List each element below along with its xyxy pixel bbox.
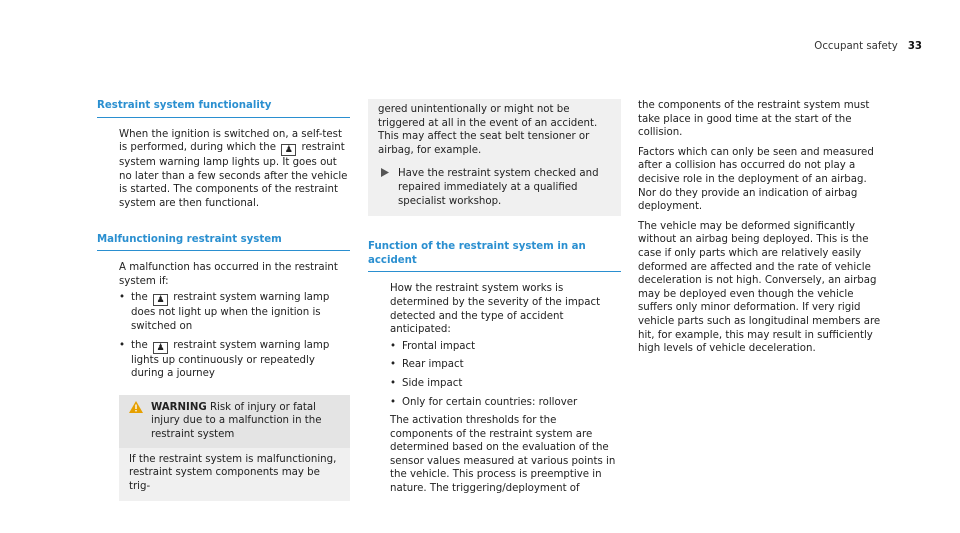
text-fragment: restraint system warning lamp lights up continuously or repeatedly during a journey — [131, 339, 330, 380]
action-step — [378, 167, 611, 208]
step-text: Have the restraint system checked and repaired immediately at a qualified specialist workshop. — [398, 168, 599, 207]
accident-intro: How the restraint system works is determined by the severity of the impact detected and the type of accident anticipated: — [390, 283, 601, 336]
accident-block — [368, 282, 621, 495]
text-fragment: When the ignition is switched on, a self-test is performed, during which the — [119, 128, 342, 154]
malfunction-list — [119, 291, 350, 380]
warning-continuation-text: gered unintentionally or might not be triggered at all in the event of an accident. This may affect the seat belt tensioner or airbag, for example. — [378, 104, 598, 156]
header-title: Occupant safety — [814, 41, 898, 52]
column-2 — [368, 99, 621, 496]
impact-list — [390, 340, 621, 409]
page-number: 33 — [907, 41, 922, 52]
paragraph: Factors which can only be seen and measured after a collision has occurred do not play a decisive role in the deployment of an airbag. Nor do they provide an indication of airbag deployment. — [638, 146, 874, 213]
paragraph: The vehicle may be deformed significantly without an airbag being deployed. This is the case if only parts which are relatively easily deformed are affected and the rate of vehicle deceleration is not high. Conversely, an airbag may be deployed even though the vehicle suffers only minor deformation. If very rigid vehicle parts such as longitudinal members are hit, for example, this may result in sufficiently high levels of vehicle deceleration. — [638, 220, 881, 355]
restraint-warning-lamp-icon: ♟ — [153, 342, 168, 354]
step-arrow-icon — [381, 168, 389, 182]
text-fragment: the — [131, 339, 148, 351]
warning-label: WARNING — [151, 401, 207, 413]
section-title-functionality: Restraint system functionality — [97, 99, 350, 118]
text-fragment: restraint system warning lamp does not light up when the ignition is switched on — [131, 292, 330, 332]
list-item — [119, 339, 350, 381]
warning-body: If the restraint system is malfunctioning, restraint system components may be trig- — [129, 453, 337, 492]
text-fragment: the — [131, 292, 148, 304]
column-1 — [97, 99, 350, 501]
warning-title: Risk of injury or fatal injury due to a malfunction in the restraint system — [151, 401, 322, 440]
malfunction-intro: A malfunction has occurred in the restraint system if: — [119, 262, 338, 287]
paragraph: the components of the restraint system must take place in good time at the start of the collision. — [638, 100, 870, 139]
section-title-accident-function: Function of the restraint system in an accident — [368, 240, 621, 272]
warning-continuation — [368, 99, 621, 216]
restraint-warning-lamp-icon: ♟ — [281, 144, 296, 156]
section-title-malfunctioning: Malfunctioning restraint system — [97, 233, 350, 252]
warning-header — [119, 395, 350, 448]
activation-paragraph: The activation thresholds for the components of the restraint system are determined based on the evaluation of the sensor values measured at various points in the vehicle. This process is preemptive in nature. The triggering/deployment of — [390, 415, 616, 495]
restraint-warning-lamp-icon: ♟ — [153, 294, 168, 306]
malfunction-block — [97, 261, 350, 381]
list-item — [119, 291, 350, 333]
warning-box — [119, 395, 350, 502]
warning-triangle-icon — [129, 401, 143, 418]
column-3 — [638, 99, 883, 356]
list-item: • Side impact — [390, 377, 621, 391]
text-fragment: restraint system warning lamp lights up. It goes out no later than a few seconds after the vehicle is started. The components of the restraint system are then functional. — [119, 142, 348, 209]
functionality-paragraph — [97, 128, 350, 211]
list-item: • Only for certain countries: rollover — [390, 396, 621, 410]
page-header — [814, 40, 922, 56]
list-item: • Rear impact — [390, 358, 621, 372]
list-item: • Frontal impact — [390, 340, 621, 354]
